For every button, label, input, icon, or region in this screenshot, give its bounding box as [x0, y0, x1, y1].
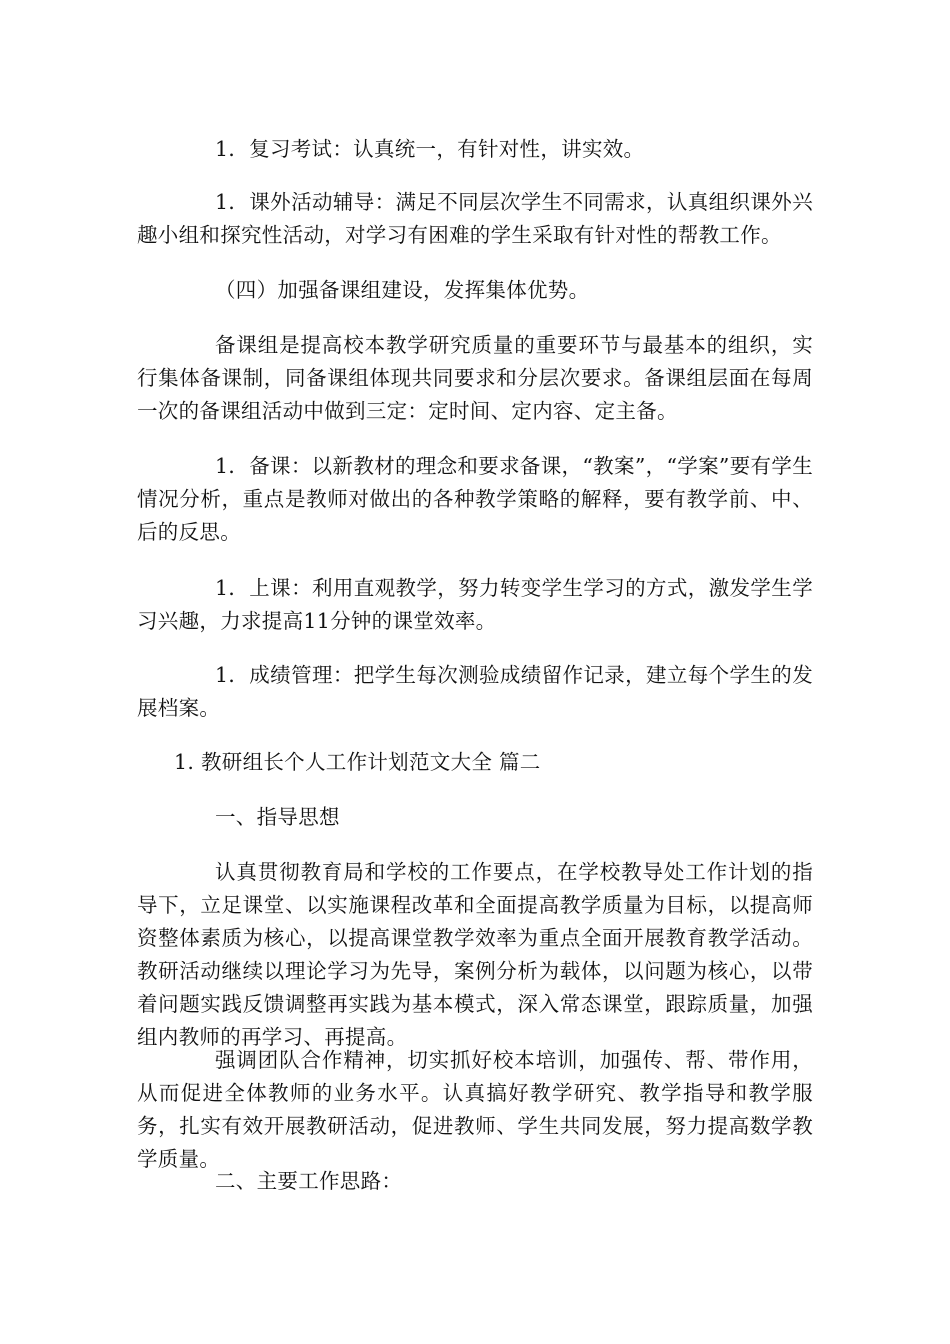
- paragraph-review-exam: 1．复习考试：认真统一，有针对性，讲实效。: [215, 137, 645, 161]
- section-heading-main-ideas: 二、主要工作思路：: [215, 1169, 403, 1193]
- paragraph-lesson-prep: 1．备课：以新教材的理念和要求备课，“教案”，“学案”要有学生情况分析，重点是教师对做出的各种教学策略的解释，要有教学前、中、后的反思。: [137, 454, 813, 544]
- article-subtitle: 1. 教研组长个人工作计划范文大全 篇二: [174, 750, 541, 774]
- paragraph-class: 1．上课：利用直观教学，努力转变学生学习的方式，激发学生学习兴趣，力求提高11分钟的课堂效率。: [137, 576, 813, 633]
- paragraph-grade-management: 1．成绩管理：把学生每次测验成绩留作记录，建立每个学生的发展档案。: [137, 663, 813, 720]
- paragraph-teamwork: 强调团队合作精神，切实抓好校本培训，加强传、帮、带作用，从而促进全体教师的业务水平。认真搞好教学研究、教学指导和教学服务，扎实有效开展教研活动，促进教师、学生共同发展，努力提高数学教学质量。: [137, 1048, 813, 1171]
- paragraph-guiding-thought: 认真贯彻教育局和学校的工作要点，在学校教导处工作计划的指导下，立足课堂、以实施课程改革和全面提高教学质量为目标，以提高师资整体素质为核心，以提高课堂教学效率为重点全面开展教育教学活动。教研活动继续以理论学习为先导，案例分析为载体，以问题为核心，以带着问题实践反馈调整再实践为基本模式，深入常态课堂，跟踪质量，加强组内教师的再学习、再提高。: [137, 860, 813, 1049]
- section-heading-guiding: 一、指导思想: [215, 805, 340, 829]
- section-heading-four: （四）加强备课组建设，发挥集体优势。: [215, 278, 590, 302]
- paragraph-lesson-group: 备课组是提高校本教学研究质量的重要环节与最基本的组织，实行集体备课制，同备课组体现共同要求和分层次要求。备课组层面在每周一次的备课组活动中做到三定：定时间、定内容、定主备。: [137, 333, 813, 423]
- paragraph-extracurricular: 1．课外活动辅导：满足不同层次学生不同需求，认真组织课外兴趣小组和探究性活动，对学习有困难的学生采取有针对性的帮教工作。: [137, 190, 813, 247]
